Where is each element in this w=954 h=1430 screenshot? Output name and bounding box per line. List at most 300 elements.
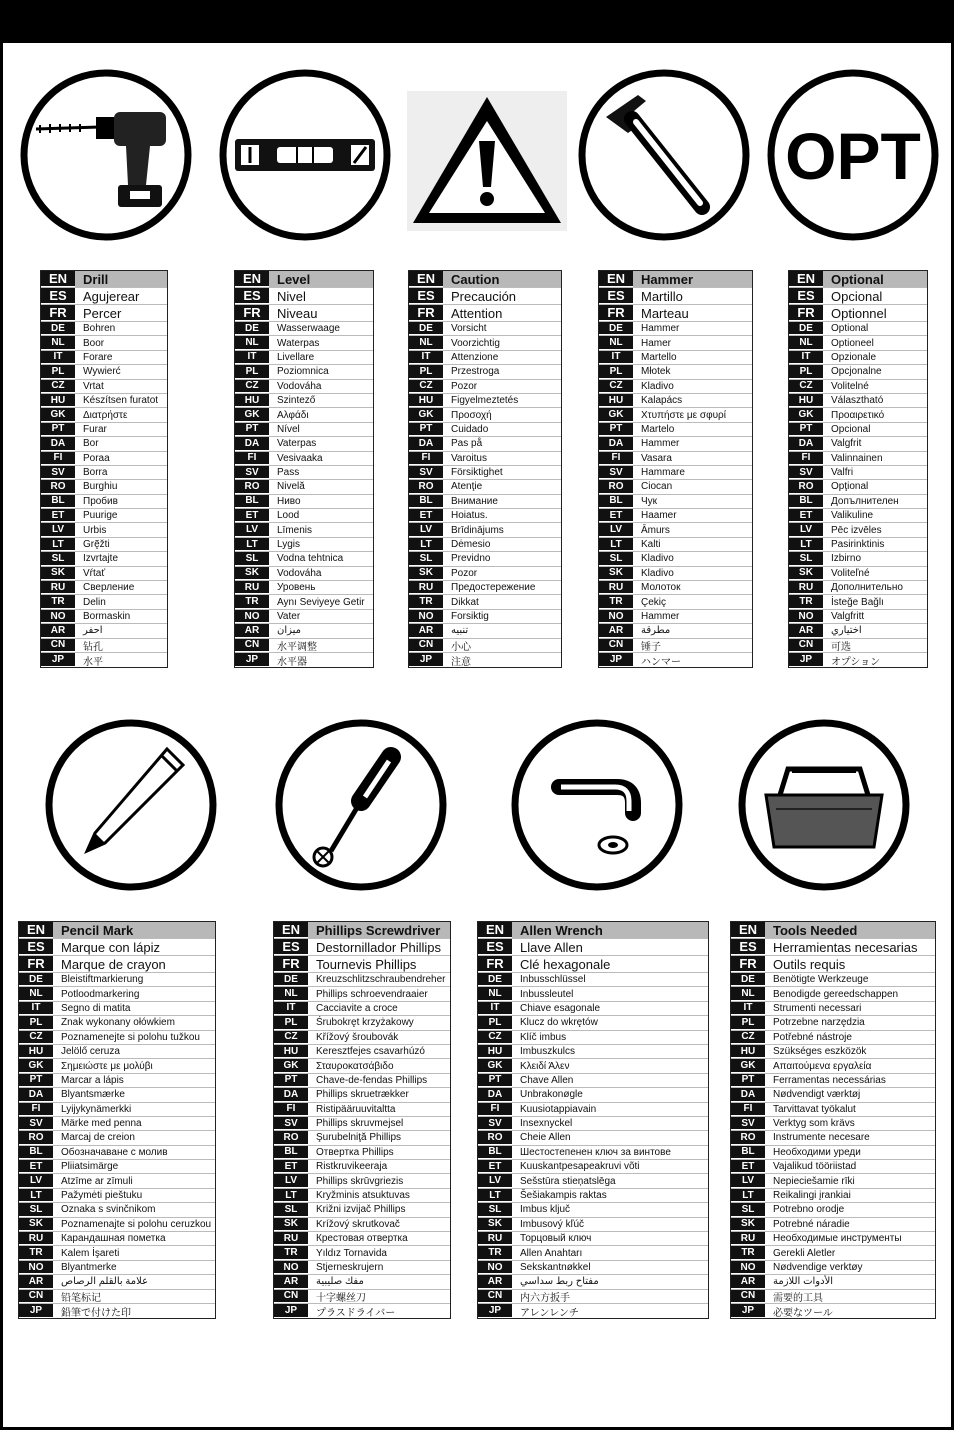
language-code: PL <box>599 365 633 378</box>
translation-row-da <box>731 1088 935 1102</box>
translation-text: 水平器 <box>277 656 307 668</box>
language-code: SV <box>235 466 269 479</box>
translation-row-pl <box>19 1016 215 1030</box>
language-code: HU <box>599 394 633 407</box>
translation-text: Martello <box>641 351 677 363</box>
translation-row-fi <box>19 1103 215 1117</box>
translation-text: Nivel <box>277 288 306 304</box>
translation-row-bl <box>274 1146 450 1160</box>
language-code: RU <box>731 1232 765 1245</box>
translation-row-da <box>19 1088 215 1102</box>
translation-text: 钻孔 <box>83 641 103 652</box>
translation-row-nl <box>789 336 927 350</box>
translation-text: Ciocan <box>641 481 673 493</box>
translation-text: Znak wykonany ołówkiem <box>61 1017 175 1029</box>
translation-row-hu <box>599 394 752 408</box>
translation-text: Kuusiotappiavain <box>520 1103 597 1115</box>
language-code: CZ <box>235 380 269 393</box>
translation-text: Pažymėti pieštuku <box>61 1190 143 1202</box>
translation-row-fr <box>19 956 215 973</box>
language-code: ES <box>19 939 53 955</box>
translation-text: Nível <box>277 423 300 435</box>
language-code: PL <box>409 365 443 378</box>
translation-row-da <box>41 437 167 451</box>
translation-row-bl <box>41 495 167 509</box>
translation-row-de <box>789 322 927 336</box>
translation-text: Caution <box>443 271 561 287</box>
translation-row-sk <box>409 567 561 581</box>
translation-text: Imbusový kľúč <box>520 1218 585 1230</box>
translation-row-pt <box>19 1074 215 1088</box>
translation-row-fr <box>409 305 561 322</box>
language-code: ET <box>41 509 75 522</box>
translation-row-fi <box>274 1103 450 1117</box>
translation-text: Κλειδί Άλεν <box>520 1060 570 1072</box>
translation-row-hu <box>409 394 561 408</box>
translation-text: Hammer <box>641 438 680 450</box>
language-code: FR <box>19 956 53 972</box>
translation-text: Forare <box>83 351 113 363</box>
translation-text: Burghiu <box>83 481 118 493</box>
translation-row-it <box>274 1002 450 1016</box>
language-code: FI <box>409 452 443 465</box>
translation-row-sv <box>409 466 561 480</box>
translation-row-cn <box>789 639 927 653</box>
language-code: GK <box>19 1059 53 1072</box>
translation-text: Молоток <box>641 582 681 594</box>
translation-row-ro <box>731 1131 935 1145</box>
translation-text: Pass <box>277 467 300 479</box>
translation-row-da <box>409 437 561 451</box>
translation-text: Bleistiftmarkierung <box>61 974 144 986</box>
translation-row-gk <box>19 1059 215 1073</box>
language-code: NO <box>789 610 823 623</box>
language-code: BL <box>274 1146 308 1159</box>
translation-text: Hamer <box>641 337 672 349</box>
translation-text: Strumenti necessari <box>773 1002 862 1014</box>
language-code: ET <box>599 509 633 522</box>
translation-text: 十字螺丝刀 <box>316 1292 366 1303</box>
translation-text: Pasirinktinis <box>831 539 885 551</box>
translation-row-nl <box>478 987 708 1001</box>
language-code: ET <box>274 1160 308 1173</box>
translation-row-ar <box>409 624 561 638</box>
translation-row-en <box>478 922 708 939</box>
translation-text: Vaterpas <box>277 438 317 450</box>
translation-row-tr <box>19 1246 215 1260</box>
language-code: LV <box>235 523 269 536</box>
language-code: CZ <box>409 380 443 393</box>
language-code: LT <box>478 1189 512 1202</box>
language-code: SL <box>789 552 823 565</box>
translation-row-fi <box>41 452 167 466</box>
translation-row-no <box>599 610 752 624</box>
translation-row-de <box>731 973 935 987</box>
language-code: NO <box>41 610 75 623</box>
translation-text: Krížový skrutkovač <box>316 1218 400 1230</box>
language-code: SV <box>19 1117 53 1130</box>
translation-text: ميزان <box>277 625 302 637</box>
language-code: NL <box>731 987 765 1000</box>
language-code: SK <box>789 567 823 580</box>
language-code: FR <box>599 305 633 321</box>
translation-row-de <box>599 322 752 336</box>
translation-row-de <box>19 973 215 987</box>
language-code: LT <box>789 538 823 551</box>
language-code: IT <box>19 1002 53 1015</box>
language-code: SL <box>274 1203 308 1216</box>
translation-row-pl <box>731 1016 935 1030</box>
translation-row-fr <box>599 305 752 322</box>
language-code: GK <box>478 1059 512 1072</box>
language-code: NL <box>409 336 443 349</box>
translation-text: Outils requis <box>773 956 846 972</box>
language-code: IT <box>235 351 269 364</box>
translation-text: 必要なツール <box>773 1307 833 1319</box>
language-code: PT <box>41 423 75 436</box>
translation-text: Şurubelniţă Phillips <box>316 1132 402 1144</box>
language-code: CN <box>274 1290 308 1303</box>
translation-row-hu <box>41 394 167 408</box>
translation-text: ハンマー <box>641 656 681 668</box>
translation-text: Διατρήστε <box>83 409 128 421</box>
translation-row-tr <box>478 1246 708 1260</box>
translation-text: Stjerneskrujern <box>316 1262 384 1273</box>
translation-row-sk <box>274 1218 450 1232</box>
translation-row-ru <box>789 581 927 595</box>
translation-row-fr <box>478 956 708 973</box>
translation-row-pl <box>478 1016 708 1030</box>
translation-text: Klíč imbus <box>520 1031 567 1043</box>
translation-row-pt <box>235 423 373 437</box>
language-code: SV <box>41 466 75 479</box>
translation-text: プラスドライバー <box>316 1307 396 1319</box>
language-code: NO <box>731 1261 765 1274</box>
hammer-icon <box>576 67 752 243</box>
language-code: ES <box>478 939 512 955</box>
language-code: IT <box>599 351 633 364</box>
language-code: EN <box>19 922 53 938</box>
translation-text: Marque con lápiz <box>61 939 160 955</box>
translation-row-es <box>731 939 935 956</box>
language-code: JP <box>19 1304 53 1318</box>
translation-text: Vodováha <box>277 380 322 392</box>
translation-text: Opcional <box>831 423 871 435</box>
translation-row-gk <box>478 1059 708 1073</box>
translation-row-en <box>789 271 927 288</box>
translation-row-hu <box>789 394 927 408</box>
language-code: DA <box>274 1088 308 1101</box>
level-icon <box>217 67 393 243</box>
language-code: TR <box>731 1246 765 1259</box>
language-code: DE <box>731 973 765 986</box>
language-code: JP <box>274 1304 308 1318</box>
translation-text: Klucz do wkrętów <box>520 1017 598 1029</box>
language-code: GK <box>599 408 633 421</box>
translation-row-sl <box>19 1203 215 1217</box>
translation-text: Furar <box>83 423 107 435</box>
translation-row-es <box>274 939 450 956</box>
translation-row-gk <box>409 408 561 422</box>
language-code: GK <box>41 408 75 421</box>
translation-text: Attenzione <box>451 351 499 363</box>
translation-text: Необходими уреди <box>773 1146 861 1158</box>
translation-text: مفتاح ربط سداسي <box>520 1276 599 1288</box>
translation-text: Vodna tehtnica <box>277 553 344 565</box>
translation-text: Предостережение <box>451 582 536 594</box>
translation-text: Marcaj de creion <box>61 1132 135 1144</box>
translation-text: Vŕtať <box>83 567 106 579</box>
language-code: RO <box>19 1131 53 1144</box>
translation-row-sk <box>789 567 927 581</box>
language-code: RU <box>41 581 75 594</box>
translation-row-es <box>235 288 373 305</box>
language-code: RO <box>274 1131 308 1144</box>
translation-row-ar <box>41 624 167 638</box>
translation-row-sl <box>789 552 927 566</box>
translation-text: Cheie Allen <box>520 1132 571 1144</box>
language-code: GK <box>409 408 443 421</box>
translation-table-drill <box>40 270 168 668</box>
translation-row-nl <box>731 987 935 1001</box>
translation-row-nl <box>409 336 561 350</box>
translation-row-jp <box>409 653 561 667</box>
translation-text: Urbis <box>83 524 107 536</box>
translation-row-fi <box>409 452 561 466</box>
translation-text: مطرقة <box>641 625 671 637</box>
translation-table-pencil-mark <box>18 921 216 1319</box>
translation-row-cz <box>789 380 927 394</box>
language-code: AR <box>789 624 823 637</box>
translation-row-cn <box>274 1290 450 1304</box>
translation-text: Bormaskin <box>83 611 131 622</box>
translation-row-pt <box>731 1074 935 1088</box>
translation-text: Valgfrit <box>831 438 862 450</box>
translation-text: Haamer <box>641 510 677 522</box>
translation-text: Borra <box>83 467 108 479</box>
translation-row-tr <box>731 1246 935 1260</box>
translation-text: Atzīme ar zīmuli <box>61 1175 133 1187</box>
translation-text: Opcional <box>831 288 883 304</box>
translation-row-cz <box>409 380 561 394</box>
language-code: ES <box>599 288 633 304</box>
translation-row-tr <box>41 595 167 609</box>
translation-text: Imbuszkulcs <box>520 1046 576 1058</box>
language-code: JP <box>235 653 269 667</box>
translation-text: Vasara <box>641 452 672 464</box>
language-code: SL <box>478 1203 512 1216</box>
translation-row-jp <box>274 1304 450 1318</box>
language-code: TR <box>789 595 823 608</box>
translation-text: Lood <box>277 510 300 522</box>
translation-row-it <box>409 351 561 365</box>
translation-row-no <box>41 610 167 624</box>
translation-table-hammer <box>598 270 753 668</box>
translation-text: Kladivo <box>641 380 674 392</box>
language-code: SL <box>19 1203 53 1216</box>
translation-row-sl <box>409 552 561 566</box>
language-code: NO <box>274 1261 308 1274</box>
translation-row-it <box>235 351 373 365</box>
translation-text: اختياري <box>831 625 862 637</box>
language-code: ES <box>41 288 75 304</box>
translation-row-sv <box>235 466 373 480</box>
translation-row-no <box>478 1261 708 1275</box>
translation-text: 水平调整 <box>277 641 317 652</box>
translation-row-cn <box>235 639 373 653</box>
translation-text: تنبيه <box>451 625 469 637</box>
language-code: SL <box>731 1203 765 1216</box>
translation-text: Tarvittavat työkalut <box>773 1103 856 1115</box>
language-code: LT <box>731 1189 765 1202</box>
language-code: LV <box>599 523 633 536</box>
translation-row-ar <box>731 1275 935 1289</box>
translation-row-lv <box>41 523 167 537</box>
translation-text: Szükséges eszközök <box>773 1046 867 1058</box>
translation-row-pl <box>41 365 167 379</box>
translation-row-lv <box>789 523 927 537</box>
translation-table-phillips-screwdriver <box>273 921 451 1319</box>
translation-text: Poraa <box>83 452 110 464</box>
translation-row-pt <box>599 423 752 437</box>
language-code: CN <box>789 639 823 652</box>
translation-row-es <box>19 939 215 956</box>
language-code: SL <box>599 552 633 565</box>
language-code: FI <box>274 1103 308 1116</box>
translation-row-hu <box>235 394 373 408</box>
translation-row-cn <box>41 639 167 653</box>
translation-row-ro <box>478 1131 708 1145</box>
translation-row-pl <box>235 365 373 379</box>
translation-text: Drill <box>75 271 167 287</box>
translation-text: Ristipääruuvitaltta <box>316 1103 396 1115</box>
translation-text: Αλφάδι <box>277 409 309 421</box>
translation-row-lt <box>41 538 167 552</box>
drill-icon <box>18 67 194 243</box>
language-code: JP <box>409 653 443 667</box>
translation-row-sv <box>599 466 752 480</box>
translation-text: Внимание <box>451 495 498 507</box>
translation-text: Nivelă <box>277 481 305 493</box>
translation-row-jp <box>789 653 927 667</box>
translation-text: Verktyg som krävs <box>773 1118 855 1130</box>
translation-row-es <box>409 288 561 305</box>
language-code: RO <box>409 480 443 493</box>
language-code: DE <box>19 973 53 986</box>
language-code: LT <box>19 1189 53 1202</box>
translation-text: Sešstūra stieņatslēga <box>520 1175 616 1187</box>
language-code: CZ <box>19 1031 53 1044</box>
language-code: CZ <box>789 380 823 393</box>
translation-row-sv <box>274 1117 450 1131</box>
translation-text: Phillips skruvmejsel <box>316 1118 404 1130</box>
translation-row-lt <box>478 1189 708 1203</box>
translation-text: Chiave esagonale <box>520 1002 601 1014</box>
translation-text: Wywierć <box>83 366 121 378</box>
translation-row-fr <box>731 956 935 973</box>
translation-row-da <box>235 437 373 451</box>
translation-row-de <box>41 322 167 336</box>
translation-text: Unbrakonøgle <box>520 1089 583 1101</box>
language-code: PL <box>789 365 823 378</box>
language-code: PT <box>731 1074 765 1087</box>
translation-text: Agujerear <box>83 288 140 304</box>
translation-text: Křížový šroubovák <box>316 1031 399 1043</box>
language-code: FR <box>789 305 823 321</box>
translation-row-fi <box>599 452 752 466</box>
translation-row-da <box>599 437 752 451</box>
translation-table-optional <box>788 270 928 668</box>
translation-text: Χτυπήστε με σφυρί <box>641 409 726 421</box>
translation-text: Hammer <box>641 611 680 622</box>
translation-row-da <box>274 1088 450 1102</box>
translation-text: Vater <box>277 611 301 622</box>
translation-text: Voorzichtig <box>451 337 500 349</box>
language-code: NL <box>478 987 512 1000</box>
language-code: IT <box>731 1002 765 1015</box>
translation-text: Āmurs <box>641 524 670 536</box>
translation-text: Reikalingi įrankiai <box>773 1190 851 1202</box>
translation-row-nl <box>41 336 167 350</box>
translation-row-ar <box>19 1275 215 1289</box>
translation-row-bl <box>235 495 373 509</box>
translation-text: Młotek <box>641 366 671 378</box>
translation-text: Varoitus <box>451 452 487 464</box>
translation-row-en <box>731 922 935 939</box>
language-code: GK <box>235 408 269 421</box>
translation-text: Допълнителен <box>831 495 899 507</box>
translation-text: Clé hexagonale <box>520 956 611 972</box>
translation-text: Vrtat <box>83 380 104 392</box>
translation-text: Pliiatsimärge <box>61 1161 119 1173</box>
language-code: DA <box>478 1088 512 1101</box>
translation-row-ro <box>599 480 752 494</box>
translation-row-ro <box>235 480 373 494</box>
translation-text: Benodigde gereedschappen <box>773 988 899 1000</box>
translation-row-sk <box>19 1218 215 1232</box>
translation-text: Шестостепенен ключ за винтове <box>520 1146 671 1158</box>
translation-text: Ferramentas necessárias <box>773 1074 886 1086</box>
language-code: FR <box>235 305 269 321</box>
translation-text: Szintező <box>277 395 316 407</box>
translation-text: アレンレンチ <box>520 1307 579 1319</box>
language-code: SK <box>235 567 269 580</box>
translation-text: Tournevis Phillips <box>316 956 417 972</box>
language-code: LT <box>235 538 269 551</box>
translation-row-ru <box>731 1232 935 1246</box>
language-code: BL <box>478 1146 512 1159</box>
translation-row-sv <box>41 466 167 480</box>
language-code: TR <box>274 1246 308 1259</box>
translation-row-bl <box>731 1146 935 1160</box>
language-code: DA <box>41 437 75 450</box>
translation-row-pt <box>41 423 167 437</box>
language-code: RO <box>599 480 633 493</box>
translation-row-ar <box>599 624 752 638</box>
translation-text: Kalapács <box>641 395 683 407</box>
translation-text: Livellare <box>277 351 315 363</box>
translation-row-fr <box>41 305 167 322</box>
translation-text: Bor <box>83 438 99 450</box>
language-code: PT <box>599 423 633 436</box>
language-code: DA <box>235 437 269 450</box>
translation-text: Brīdinājums <box>451 524 504 536</box>
language-code: CZ <box>478 1031 512 1044</box>
translation-row-nl <box>599 336 752 350</box>
translation-table-tools-needed <box>730 921 936 1319</box>
language-code: TR <box>599 595 633 608</box>
language-code: LV <box>478 1174 512 1187</box>
